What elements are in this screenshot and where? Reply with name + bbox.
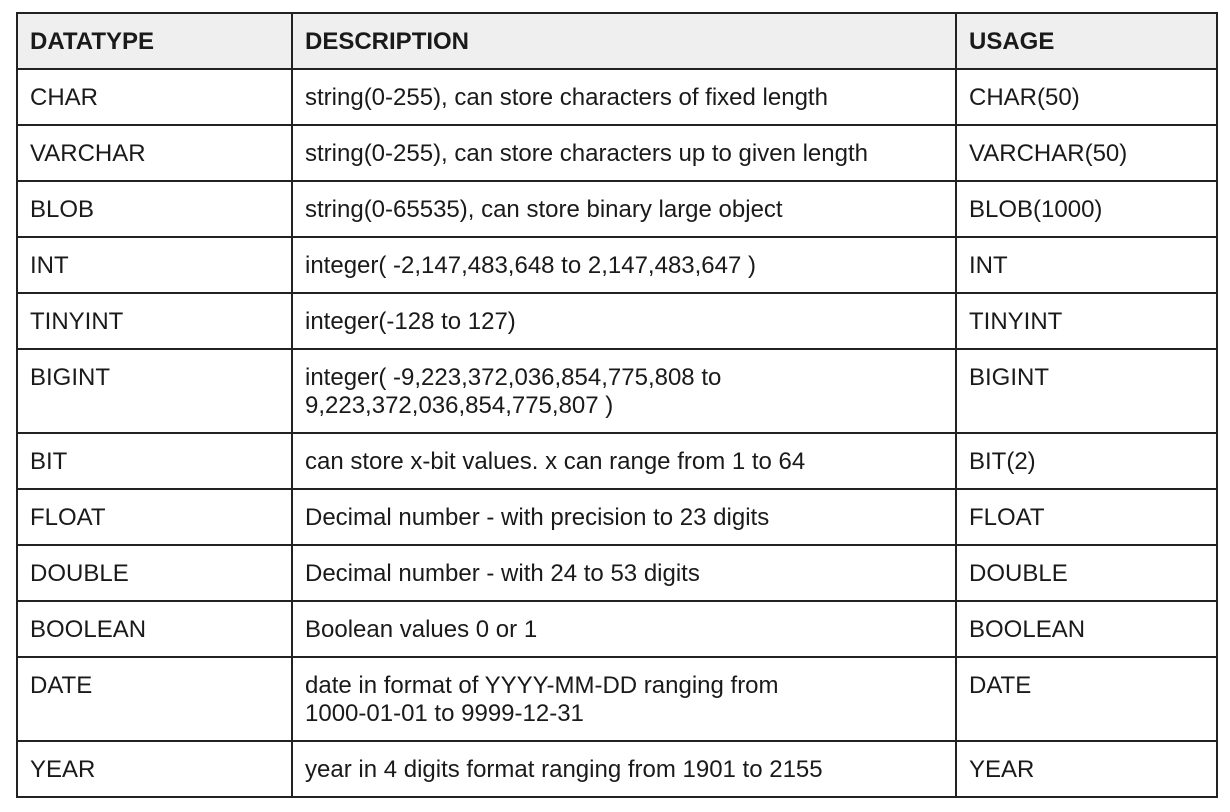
description-line: integer( -2,147,483,648 to 2,147,483,647 ) — [305, 252, 757, 279]
cell-usage: BOOLEAN — [956, 601, 1217, 657]
header-description: DESCRIPTION — [292, 13, 956, 69]
datatype-table — [16, 12, 1218, 798]
table-row — [17, 601, 1217, 657]
cell-description — [292, 349, 956, 433]
header-usage: USAGE — [956, 13, 1217, 69]
table-row — [17, 293, 1217, 349]
table-row — [17, 237, 1217, 293]
cell-usage: INT — [956, 237, 1217, 293]
table-row — [17, 657, 1217, 741]
description-line: Decimal number - with precision to 23 digits — [305, 504, 770, 531]
cell-description — [292, 741, 956, 797]
table-row — [17, 741, 1217, 797]
description-line: string(0-255), can store characters up to given length — [305, 140, 868, 167]
table-row — [17, 69, 1217, 125]
table-row — [17, 489, 1217, 545]
description-line: 9,223,372,036,854,775,807 ) — [305, 392, 614, 419]
cell-description — [292, 181, 956, 237]
cell-usage: DOUBLE — [956, 545, 1217, 601]
cell-datatype: BIGINT — [17, 349, 292, 433]
datatype-table-container — [16, 12, 1216, 798]
cell-datatype: BLOB — [17, 181, 292, 237]
cell-datatype: VARCHAR — [17, 125, 292, 181]
cell-usage: TINYINT — [956, 293, 1217, 349]
cell-description — [292, 657, 956, 741]
description-line: date in format of YYYY-MM-DD ranging from — [305, 672, 779, 699]
description-line: 1000-01-01 to 9999-12-31 — [305, 700, 584, 727]
description-line: string(0-255), can store characters of fixed length — [305, 84, 828, 111]
cell-usage: CHAR(50) — [956, 69, 1217, 125]
cell-description — [292, 293, 956, 349]
table-row — [17, 433, 1217, 489]
cell-description — [292, 433, 956, 489]
cell-datatype: YEAR — [17, 741, 292, 797]
cell-usage: FLOAT — [956, 489, 1217, 545]
cell-usage: BLOB(1000) — [956, 181, 1217, 237]
cell-datatype: BOOLEAN — [17, 601, 292, 657]
cell-description — [292, 69, 956, 125]
table-body — [17, 69, 1217, 797]
cell-datatype: INT — [17, 237, 292, 293]
description-line: year in 4 digits format ranging from 1901 to 2155 — [305, 756, 823, 783]
description-line: Boolean values 0 or 1 — [305, 616, 538, 643]
cell-usage: VARCHAR(50) — [956, 125, 1217, 181]
table-row — [17, 545, 1217, 601]
cell-datatype: DATE — [17, 657, 292, 741]
cell-datatype: BIT — [17, 433, 292, 489]
cell-datatype: CHAR — [17, 69, 292, 125]
cell-usage: BIGINT — [956, 349, 1217, 433]
cell-datatype: TINYINT — [17, 293, 292, 349]
description-line: string(0-65535), can store binary large object — [305, 196, 783, 223]
cell-description — [292, 125, 956, 181]
description-line: Decimal number - with 24 to 53 digits — [305, 560, 700, 587]
cell-usage: YEAR — [956, 741, 1217, 797]
table-row — [17, 181, 1217, 237]
cell-usage: BIT(2) — [956, 433, 1217, 489]
header-row — [17, 13, 1217, 69]
description-line: can store x-bit values. x can range from 1 to 64 — [305, 448, 806, 475]
cell-datatype: FLOAT — [17, 489, 292, 545]
header-datatype: DATATYPE — [17, 13, 292, 69]
cell-description — [292, 545, 956, 601]
table-header — [17, 13, 1217, 69]
cell-description — [292, 601, 956, 657]
cell-datatype: DOUBLE — [17, 545, 292, 601]
table-row — [17, 349, 1217, 433]
cell-usage: DATE — [956, 657, 1217, 741]
description-line: integer( -9,223,372,036,854,775,808 to — [305, 364, 722, 391]
cell-description — [292, 237, 956, 293]
description-line: integer(-128 to 127) — [305, 308, 516, 335]
table-row — [17, 125, 1217, 181]
cell-description — [292, 489, 956, 545]
